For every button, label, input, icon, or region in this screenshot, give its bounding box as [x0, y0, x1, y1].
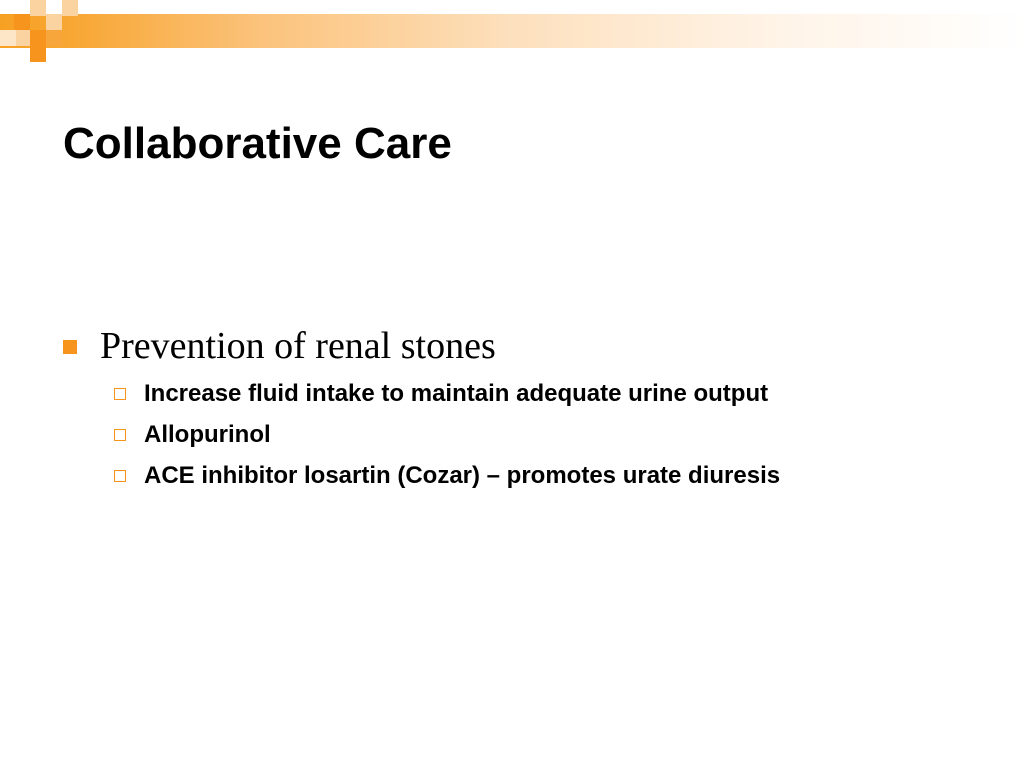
sub-bullet-text: Allopurinol — [144, 421, 271, 448]
decor-square — [14, 30, 30, 46]
decor-square — [30, 0, 46, 16]
hollow-square-bullet-icon — [114, 470, 126, 482]
decor-square — [30, 30, 46, 46]
slide-title: Collaborative Care — [63, 119, 452, 168]
decor-square — [62, 0, 78, 16]
decor-square — [46, 14, 62, 30]
decor-square — [14, 14, 30, 30]
decor-square — [30, 46, 46, 62]
sub-bullet-text: Increase fluid intake to maintain adequate urine output — [144, 380, 769, 407]
list-item — [114, 458, 914, 493]
sub-bullet-text: ACE inhibitor losartin (Cozar) – promotes urate diuresis — [144, 462, 781, 489]
decor-square — [46, 30, 62, 46]
list-item — [114, 376, 914, 411]
sub-bullet-list — [114, 376, 914, 499]
bullet-list — [63, 322, 963, 370]
decorative-header-bar — [0, 14, 1024, 48]
hollow-square-bullet-icon — [114, 388, 126, 400]
decor-square — [0, 30, 16, 46]
list-item — [63, 322, 963, 370]
hollow-square-bullet-icon — [114, 429, 126, 441]
bullet-text: Prevention of renal stones — [100, 325, 496, 367]
list-item — [114, 417, 914, 452]
filled-square-bullet-icon — [63, 340, 77, 354]
